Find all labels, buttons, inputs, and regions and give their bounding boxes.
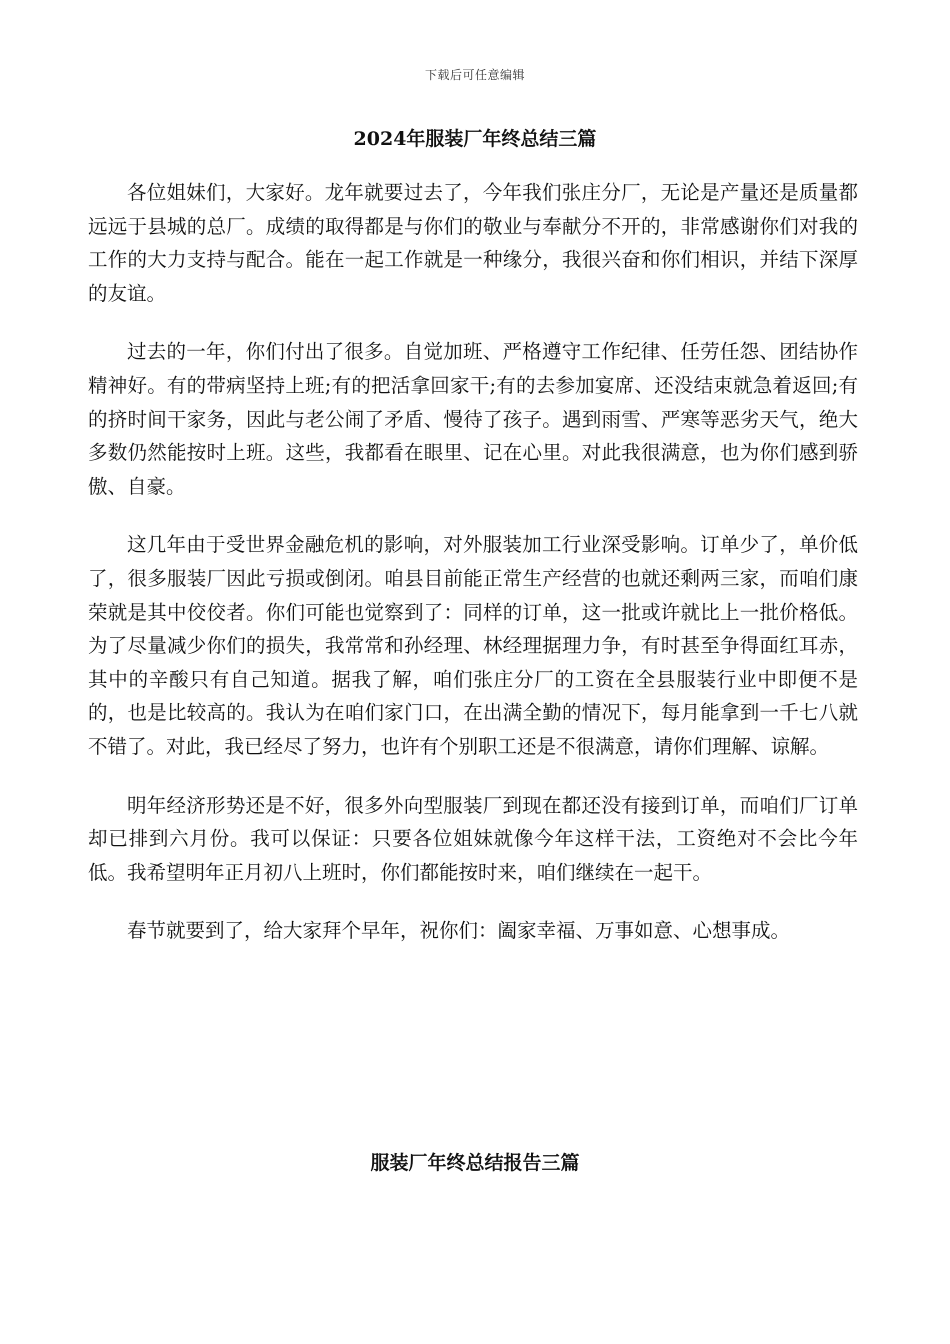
header-note: 下载后可任意编辑 xyxy=(424,68,525,82)
document-body xyxy=(88,176,858,973)
paragraph-industry-situation: 这几年由于受世界金融危机的影响，对外服装加工行业深受影响。订单少了，单价低了，很多服装厂因此亏损或倒闭。咱县目前能正常生产经营的也就还剩两三家，而咱们康荣就是其中佼佼者。你们可能也觉察到了：同样的订单，这一批或许就比上一批价格低。为了尽量减少你们的损失，我常常和孙经理、林经理据理力争，有时甚至争得面红耳赤，其中的辛酸只有自己知道。据我了解，咱们张庄分厂的工资在全县服装行业中即便不是的，也是比较高的。我认为在咱们家门口，在出满全勤的情况下，每月能拿到一千七八就不错了。对此，我已经尽了努力，也许有个别职工还是不很满意，请你们理解、谅解。 xyxy=(88,533,858,758)
paragraph-next-year: 明年经济形势还是不好，很多外向型服装厂到现在都还没有接到订单，而咱们厂订单却已排到六月份。我可以保证：只要各位姐妹就像今年这样干法，工资绝对不会比今年低。我希望明年正月初八上班时，你们都能按时来，咱们继续在一起干。 xyxy=(88,793,858,884)
document-title: 2024年服装厂年终总结三篇 xyxy=(353,128,597,150)
paragraph-greeting: 各位姐妹们，大家好。龙年就要过去了，今年我们张庄分厂，无论是产量还是质量都远远于县城的总厂。成绩的取得都是与你们的敬业与奉献分不开的，非常感谢你们对我的工作的大力支持与配合。能在一起工作就是一种缘分，我很兴奋和你们相识，并结下深厚的友谊。 xyxy=(88,181,858,305)
section-subtitle: 服装厂年终总结报告三篇 xyxy=(370,1152,580,1174)
paragraph-efforts: 过去的一年，你们付出了很多。自觉加班、严格遵守工作纪律、任劳任怨、团结协作精神好。有的带病坚持上班;有的把活拿回家干;有的去参加宴席、还没结束就急着返回;有的挤时间干家务，因此与老公闹了矛盾、慢待了孩子。遇到雨雪、严寒等恶劣天气，绝大多数仍然能按时上班。这些，我都看在眼里、记在心里。对此我很满意，也为你们感到骄傲、自豪。 xyxy=(88,340,858,498)
paragraph-new-year-wishes: 春节就要到了，给大家拜个早年，祝你们：阖家幸福、万事如意、心想事成。 xyxy=(127,919,791,943)
